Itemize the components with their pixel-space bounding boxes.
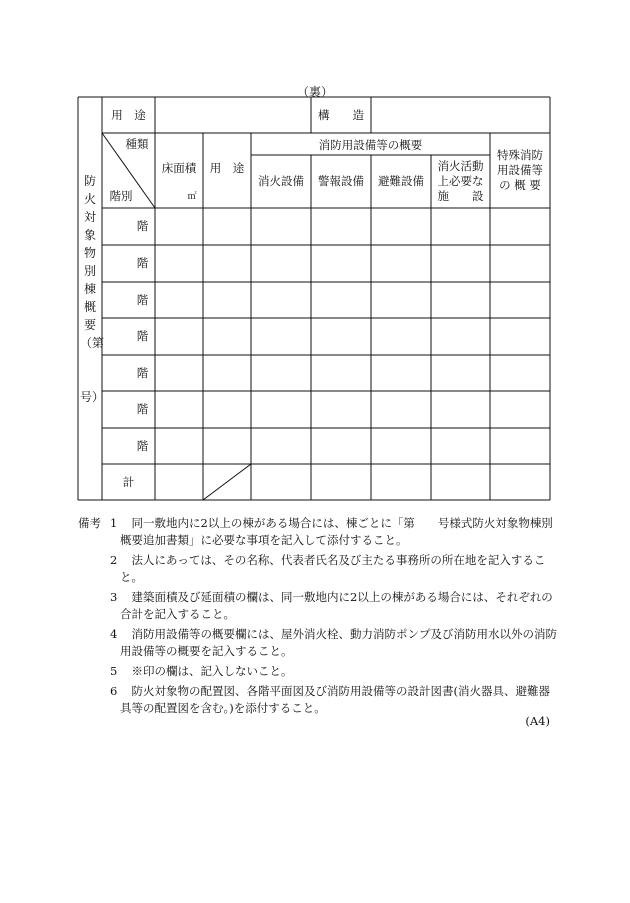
area-unit: ㎡ [187,191,197,202]
side-title-char: 概 [83,300,96,314]
yoto-label: 用 途 [111,107,146,122]
side-title-char: 対 [83,210,96,224]
katsudo-line: 施 設 [437,189,484,203]
floor-row-label: 階 [136,292,149,307]
notes-section [78,515,558,720]
side-title-char: 要 [83,318,96,332]
side-title-char: 防 [83,174,96,188]
notes-label: 備考 [78,516,101,530]
katsudo-header [431,155,490,208]
side-title-char: 象 [83,228,96,242]
note-number: 3 [110,590,118,604]
kaibetsu-label: 階別 [109,188,133,203]
note-item [78,626,558,660]
side-title-char: 別 [83,264,96,278]
katsudo-line: 消火活動 [437,159,484,173]
paper-size-label: (A4) [525,714,550,728]
total-row-label: 計 [122,474,135,489]
yukamenseki-label: 床面積 [161,160,197,175]
note-text: 建築面積及び延面積の欄は、同一敷地内に2以上の棟がある場合には、それぞれの合計を記入すること。 [120,590,553,621]
shoka-header: 消火設備 [258,174,304,188]
floor-row-label: 階 [136,329,149,343]
tokushu-header [490,133,550,208]
side-title-char: 火 [83,192,96,206]
yoto-value-field[interactable] [155,97,311,133]
note-item [78,552,558,586]
note-number: 5 [110,664,118,678]
tokushu-line: の 概 要 [499,178,541,192]
side-title-char: （第 [80,336,105,350]
page-label: （裏） [296,85,333,99]
note-text: ※印の欄は、記入しないこと。 [131,664,293,678]
note-text: 同一敷地内に2以上の棟がある場合には、棟ごとに「第 号様式防火対象物棟別概要追加書類」に必要な事項を記入して添付すること。 [120,516,553,547]
tokushu-line: 用設備等 [497,163,543,177]
side-title-char: 号） [80,390,105,404]
shurui-label: 種類 [125,136,149,151]
note-item [78,589,558,623]
note-text: 法人にあっては、その名称、代表者氏名及び主たる事務所の所在地を記入すること。 [120,553,546,584]
note-number: 2 [110,553,118,567]
floor-row-label: 階 [136,219,149,233]
note-number: 6 [110,684,118,698]
yoto-header: 用 途 [209,160,245,175]
side-title-char: 物 [83,246,96,260]
overview-header: 消防用設備等の概要 [318,137,423,152]
note-text: 消防用設備等の概要欄には、屋外消火栓、動力消防ポンプ及び消防用水以外の消防用設備等の概要を記入すること。 [120,627,557,658]
tokushu-line: 特殊消防 [497,148,543,162]
floor-row-label: 階 [136,365,149,380]
floor-row-label: 階 [136,402,149,416]
kozo-label: 構 造 [318,107,364,122]
kozo-value-field[interactable] [371,97,550,133]
floor-row-label: 階 [136,256,149,270]
note-number: 1 [110,516,118,530]
note-number: 4 [110,627,118,641]
note-item [78,683,558,717]
note-item [78,515,558,549]
hinan-header: 避難設備 [378,174,424,188]
side-title-char: 棟 [83,282,96,296]
note-item [78,663,558,680]
side-title-char [80,352,100,388]
note-text: 防火対象物の配置図、各階平面図及び消防用設備等の設計図書(消火器具、避難器具等の配置図を含む。)を添付すること。 [120,684,550,715]
katsudo-line: 上必要な [437,174,484,188]
keiho-header: 警報設備 [318,174,364,188]
side-title [80,172,105,406]
floor-row-label: 階 [136,438,149,453]
